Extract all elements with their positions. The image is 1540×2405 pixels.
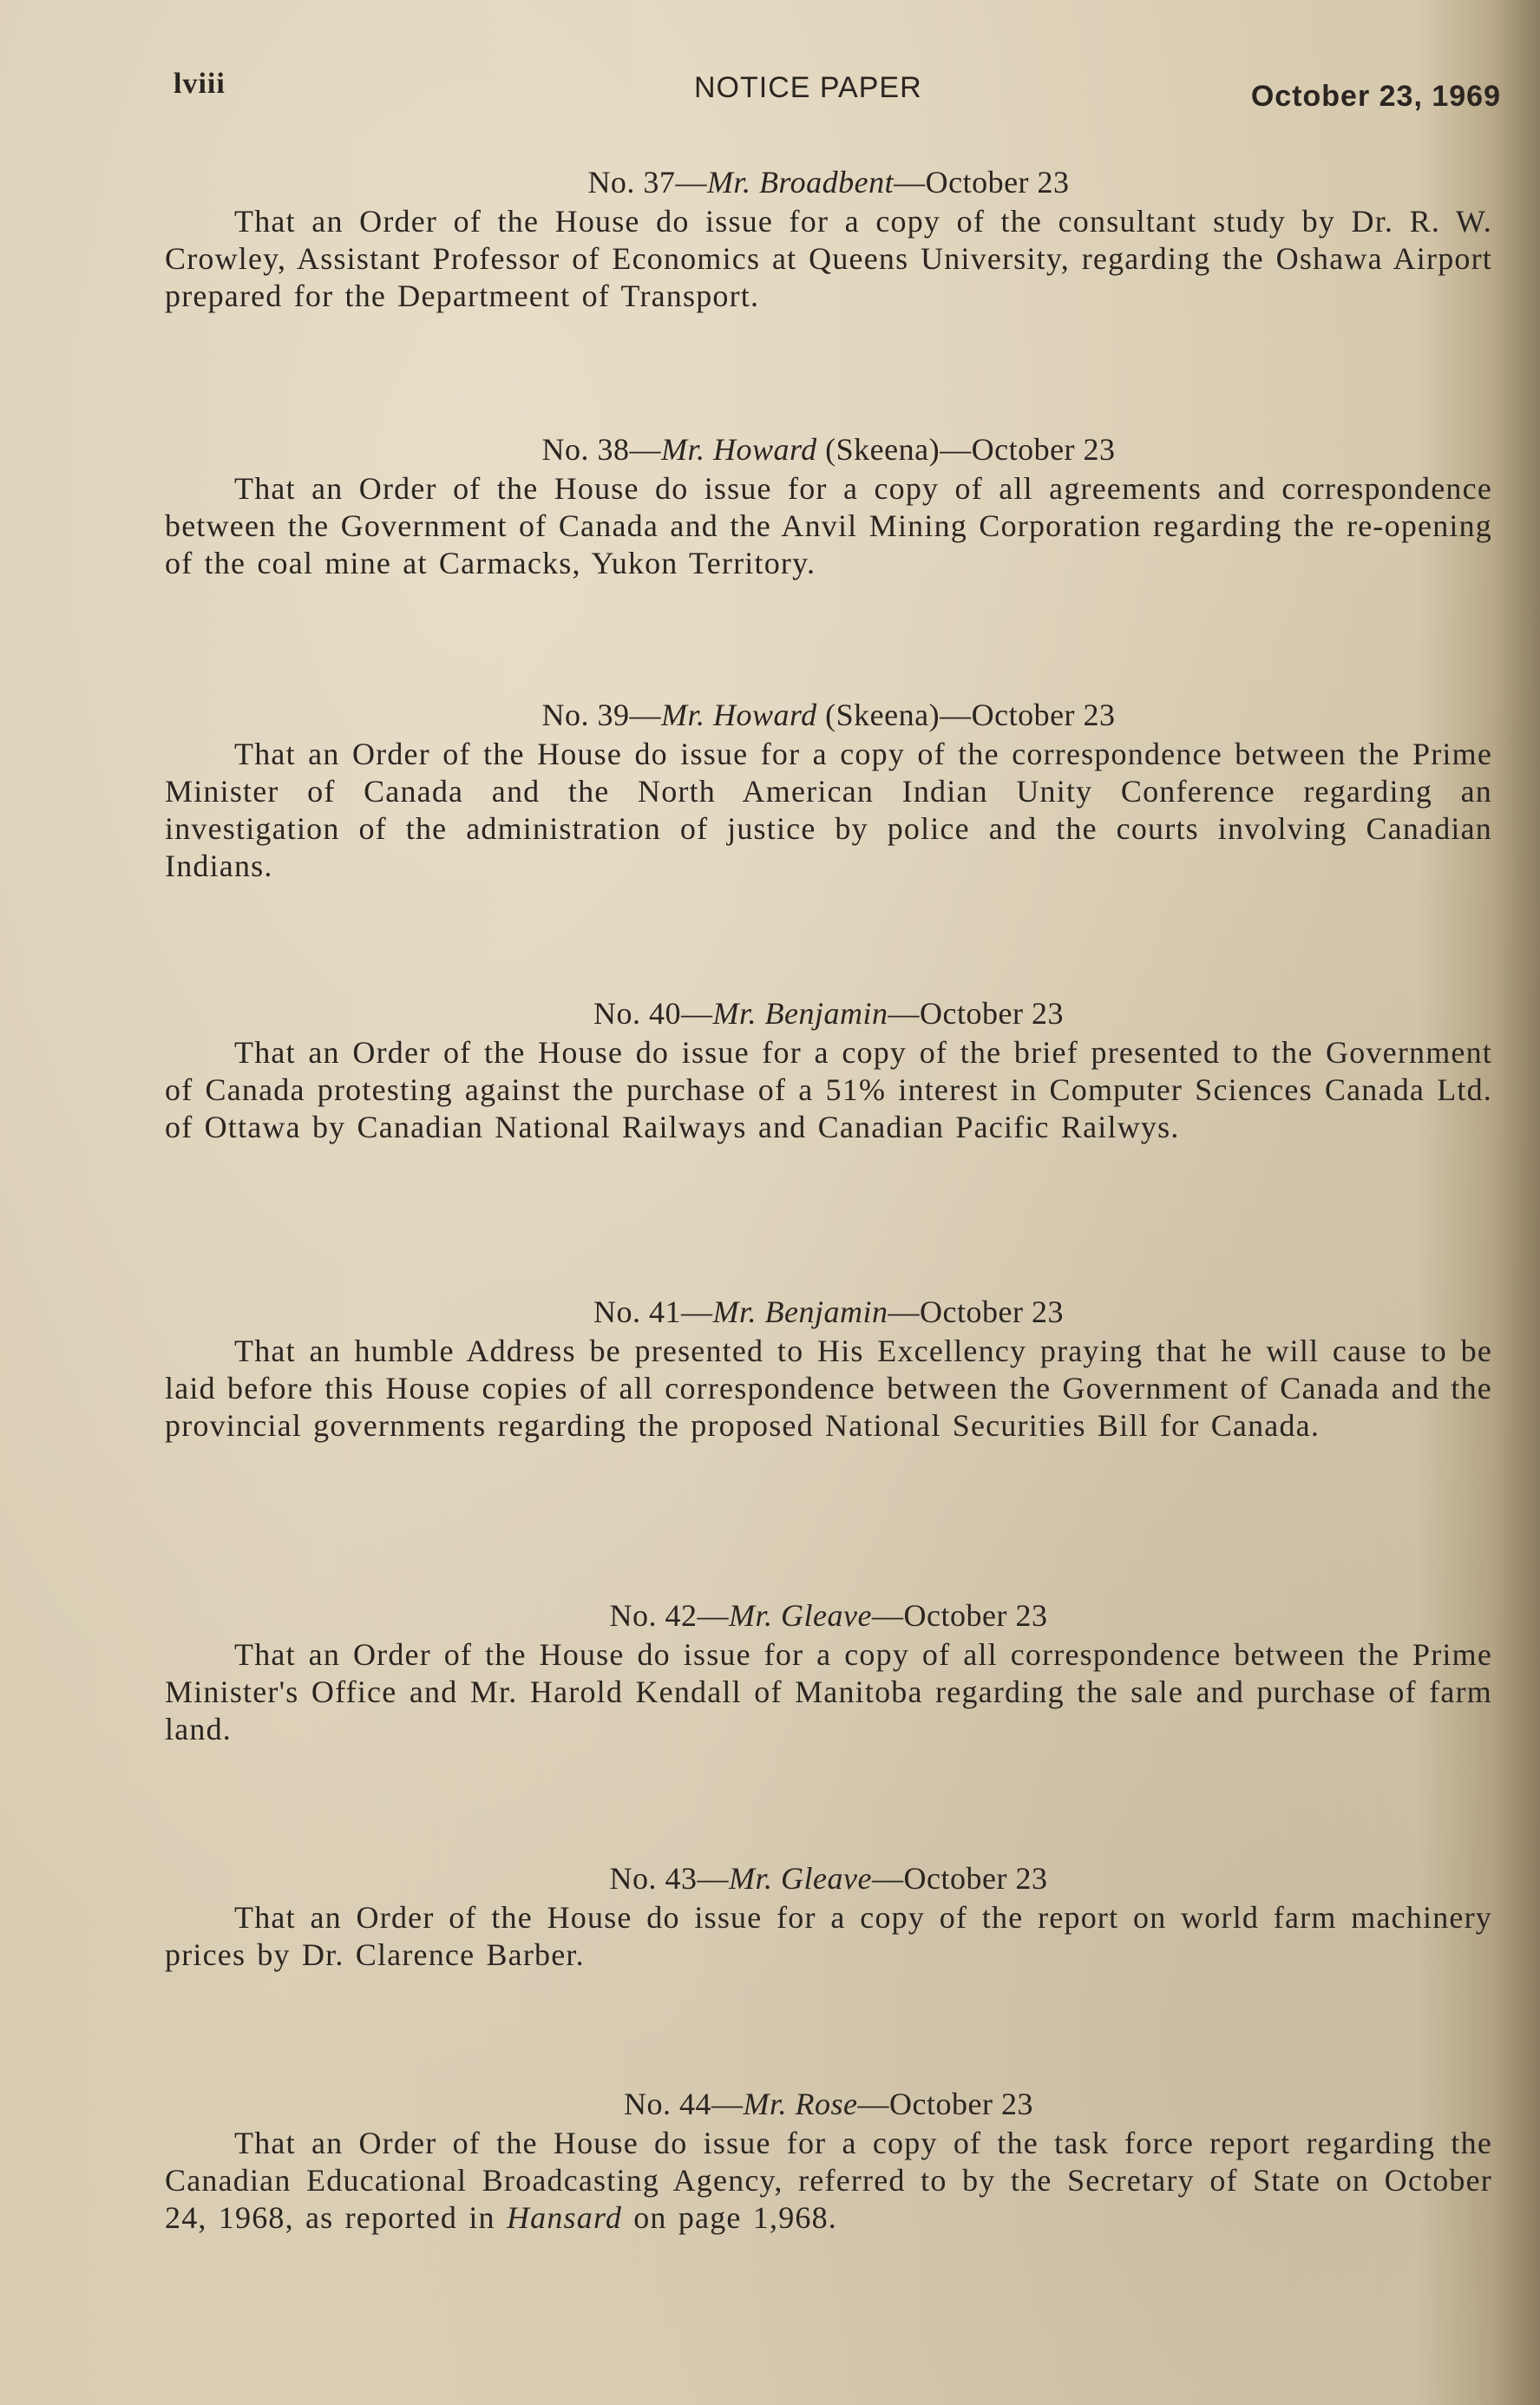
notice-text: That an Order of the House do issue for a copy of the consultant study by Dr. R. W. Crowley, Assistant Professor of Economics at Queens University, regarding the Oshawa Airport prepared for the Departmeent of Transport. bbox=[165, 204, 1492, 313]
notice-heading: No. 38—Mr. Howard (Skeena)—October 23 bbox=[541, 432, 1116, 467]
notice-date: October 23 bbox=[920, 1294, 1064, 1329]
notice-heading: No. 37—Mr. Broadbent—October 23 bbox=[587, 165, 1070, 200]
notice-riding: (Skeena) bbox=[825, 432, 940, 467]
notice-number: No. 39 bbox=[541, 698, 630, 732]
notice-date: October 23 bbox=[903, 1598, 1048, 1633]
notice-number: No. 37 bbox=[587, 165, 676, 200]
hansard-reference: Hansard bbox=[506, 2200, 623, 2235]
notice-number: No. 44 bbox=[624, 2087, 712, 2121]
notice-text: That an humble Address be presented to His Excellency praying that he will cause to be laid before this House copies of all correspondence between the Government of Canada and the provincial governments regarding the proposed National Securities Bill for Canada. bbox=[165, 1334, 1492, 1443]
notice-member: Mr. Gleave bbox=[729, 1598, 872, 1633]
notice-date: October 23 bbox=[889, 2087, 1033, 2121]
notice-text: That an Order of the House do issue for a copy of the report on world farm machinery prices by Dr. Clarence Barber. bbox=[165, 1900, 1492, 1972]
notice-text-part: That an Order of the House do issue for a copy of the task force report regarding the Canadian Educational Broadcasting Agency, referred to by the Secretary of State on October 24, 1968, as reported in bbox=[165, 2126, 1492, 2235]
notice-heading: No. 39—Mr. Howard (Skeena)—October 23 bbox=[541, 698, 1116, 732]
notice-item bbox=[165, 163, 1492, 315]
notice-item bbox=[165, 1596, 1492, 1748]
notice-number: No. 38 bbox=[541, 432, 630, 467]
notice-number: No. 41 bbox=[593, 1294, 682, 1329]
notice-date: October 23 bbox=[971, 432, 1116, 467]
notice-text-part: on page 1,968. bbox=[633, 2200, 837, 2235]
notice-text: That an Order of the House do issue for a copy of the correspondence between the Prime Minister of Canada and the North American Indian Unity Conference regarding an investigation of the administration of justice by police and the courts involving Canadian Indians. bbox=[165, 737, 1492, 883]
notice-text: That an Order of the House do issue for a copy of all agreements and correspondence between the Government of Canada and the Anvil Mining Corporation regarding the re-opening of the coal mine at Carmacks, Yukon Territory. bbox=[165, 471, 1492, 580]
notice-member: Mr. Benjamin bbox=[712, 996, 888, 1031]
page-number: lviii bbox=[174, 68, 226, 100]
notice-heading: No. 40—Mr. Benjamin—October 23 bbox=[593, 996, 1064, 1031]
notice-riding: (Skeena) bbox=[825, 698, 940, 732]
notice-member: Mr. Benjamin bbox=[712, 1294, 888, 1329]
notice-item bbox=[165, 696, 1492, 885]
notice-text: That an Order of the House do issue for a copy of the brief presented to the Government of Canada protesting against the purchase of a 51% interest in Computer Sciences Canada Ltd. of Ottawa by Canadian National Railways and Canadian Pacific Railwys. bbox=[165, 1035, 1492, 1144]
notice-text: That an Order of the House do issue for a copy of all correspondence between the Prime Minister's Office and Mr. Harold Kendall of Manitoba regarding the sale and purchase of farm land. bbox=[165, 1637, 1492, 1746]
notice-member: Mr. Rose bbox=[743, 2087, 858, 2121]
page-header bbox=[174, 68, 1501, 120]
notice-number: No. 42 bbox=[609, 1598, 698, 1633]
notice-member: Mr. Gleave bbox=[729, 1861, 872, 1896]
notice-item bbox=[165, 2085, 1492, 2237]
notice-number: No. 40 bbox=[593, 996, 682, 1031]
notice-item bbox=[165, 1293, 1492, 1445]
notice-member: Mr. Howard bbox=[660, 432, 817, 467]
notice-member: Mr. Broadbent bbox=[706, 165, 895, 200]
notice-date: October 23 bbox=[903, 1861, 1048, 1896]
notice-item bbox=[165, 1859, 1492, 1974]
notice-date: October 23 bbox=[925, 165, 1070, 200]
notice-item bbox=[165, 994, 1492, 1146]
running-title: NOTICE PAPER bbox=[694, 71, 922, 104]
notice-member: Mr. Howard bbox=[660, 698, 817, 732]
notice-heading: No. 41—Mr. Benjamin—October 23 bbox=[593, 1294, 1064, 1329]
notice-heading: No. 44—Mr. Rose—October 23 bbox=[624, 2087, 1033, 2121]
notice-heading: No. 43—Mr. Gleave—October 23 bbox=[609, 1861, 1048, 1896]
notice-item bbox=[165, 430, 1492, 582]
notice-heading: No. 42—Mr. Gleave—October 23 bbox=[609, 1598, 1048, 1633]
notice-date: October 23 bbox=[920, 996, 1064, 1031]
notice-number: No. 43 bbox=[609, 1861, 698, 1896]
header-date: October 23, 1969 bbox=[1250, 80, 1501, 113]
notice-text bbox=[165, 2125, 1492, 2237]
notice-date: October 23 bbox=[971, 698, 1116, 732]
